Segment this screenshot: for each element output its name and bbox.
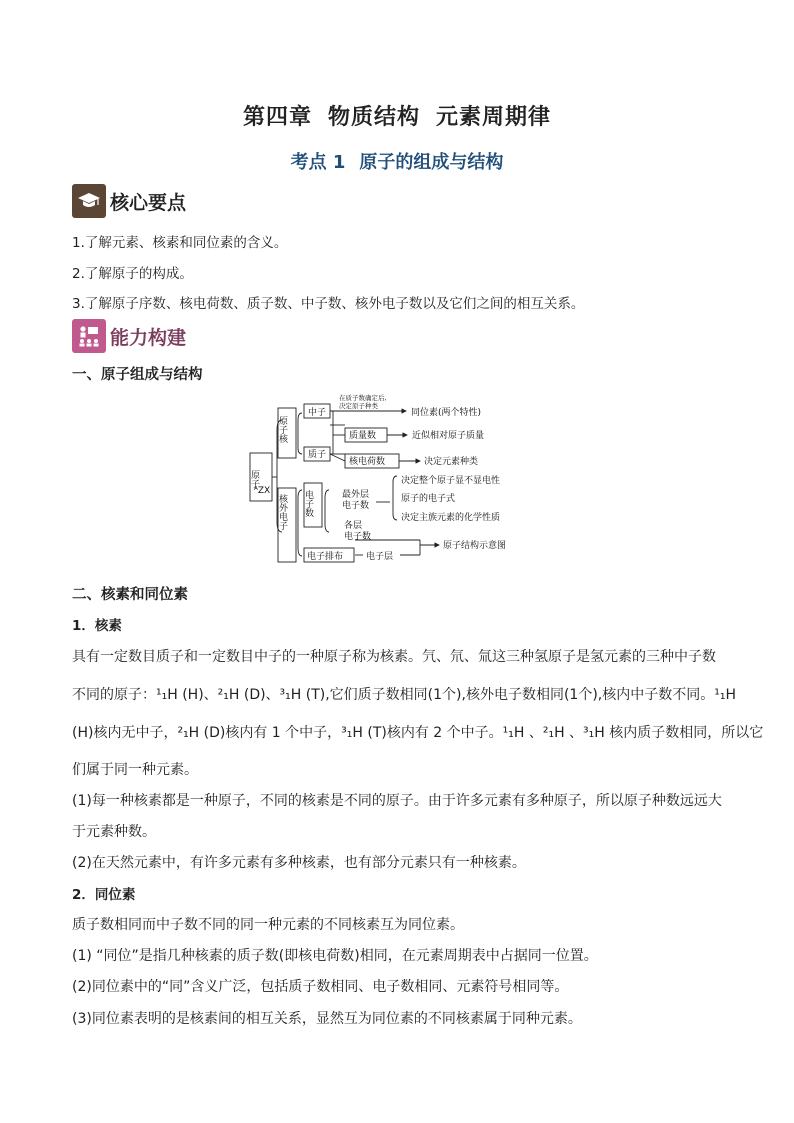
chapter-label: 第四章 <box>242 105 312 130</box>
diagram-isotope: 同位素(两个特性) <box>411 408 482 418</box>
page-title <box>0 100 794 131</box>
point-title <box>0 148 794 174</box>
atom-structure-diagram <box>245 390 545 565</box>
isotope-line: (2)同位素中的“同”含义广泛，包括质子数相同、电子数相同、元素符号相同等。 <box>72 979 569 995</box>
diagram-electron-count: 电子数 <box>303 490 313 517</box>
ability-banner <box>72 319 186 353</box>
nuclide-note-line: (1)每一种核素都是一种原子，不同的核素是不同的原子。由于许多元素有多种原子，所以原子种数远远大 <box>72 793 722 809</box>
nuclide-note-line: (2)在天然元素中，有许多元素有多种核素，也有部分元素只有一种核素。 <box>72 855 526 871</box>
section-1-heading: 一、原子组成与结构 <box>72 367 203 383</box>
diagram-outermost-1: 最外层 <box>342 490 370 500</box>
isotope-heading: 2．同位素 <box>72 887 136 903</box>
ability-title: 能力构建 <box>110 326 187 349</box>
diagram-outer-effect-2: 原子的电子式 <box>401 494 456 504</box>
nuclide-note-line: 于元素种数。 <box>72 824 156 840</box>
graduation-cap-icon <box>72 184 106 218</box>
presentation-people-icon <box>72 319 106 353</box>
diagram-outer-effect-3: 决定主族元素的化学性质 <box>401 513 501 523</box>
point-name: 原子的组成与结构 <box>359 152 504 173</box>
diagram-neutron-note-1: 在质子数确定后, <box>339 394 387 402</box>
diagram-atom: 原子 <box>249 470 259 488</box>
point-label: 考点 1 <box>290 152 346 173</box>
diagram-nuclear-charge: 核电荷数 <box>349 457 386 467</box>
diagram-extranuclear-electrons: 核外电子 <box>277 494 287 530</box>
chapter-topic-b: 元素周期律 <box>436 105 552 130</box>
diagram-proton: 质子 <box>308 450 327 460</box>
diagram-each-layer-1: 各层 <box>344 521 363 531</box>
nuclide-paragraph-line: 不同的原子：¹₁H (H)、²₁H (D)、³₁H (T),它们质子数相同(1个),核外电子数相同(1个),核内中子数不同。¹₁H <box>72 687 736 703</box>
isotope-line: (1) “同位”是指几种核素的质子数(即核电荷数)相同，在元素周期表中占据同一位置。 <box>72 948 598 964</box>
diagram-outermost-2: 电子数 <box>342 501 370 511</box>
chapter-topic-a: 物质结构 <box>327 105 420 130</box>
diagram-approx-mass: 近似相对原子质量 <box>412 431 485 441</box>
diagram-element-kind: 决定元素种类 <box>424 457 479 467</box>
key-point-item: 3.了解原子序数、核电荷数、质子数、中子数、核外电子数以及它们之间的相互关系。 <box>72 296 585 312</box>
nuclide-paragraph-line: 们属于同一种元素。 <box>72 762 198 778</box>
diagram-electron-shell: 电子层 <box>366 552 394 562</box>
diagram-mass-number: 质量数 <box>349 431 377 441</box>
diagram-nucleus: 原子核 <box>277 416 287 443</box>
key-point-item: 2.了解原子的构成。 <box>72 266 193 282</box>
diagram-neutron-note-2: 决定原子种类 <box>339 402 378 410</box>
diagram-structure-diagram: 原子结构示意图 <box>443 541 507 551</box>
isotope-line: 质子数相同而中子数不同的同一种元素的不同核素互为同位素。 <box>72 917 464 933</box>
diagram-outer-effect-1: 决定整个原子显不显电性 <box>401 476 501 486</box>
diagram-each-layer-2: 电子数 <box>344 532 372 542</box>
nuclide-paragraph-line: 具有一定数目质子和一定数目中子的一种原子称为核素。氕、氘、氚这三种氢原子是氢元素的三种中子数 <box>72 649 716 665</box>
nuclide-heading: 1．核素 <box>72 618 122 634</box>
diagram-arrangement: 电子排布 <box>307 552 344 562</box>
key-point-item: 1.了解元素、核素和同位素的含义。 <box>72 235 288 251</box>
diagram-atom-symbol: ᴬZX <box>254 486 271 496</box>
key-points-title: 核心要点 <box>110 191 187 214</box>
diagram-neutron: 中子 <box>308 408 327 418</box>
section-2-heading: 二、核素和同位素 <box>72 587 188 603</box>
key-points-banner <box>72 184 186 218</box>
isotope-line: (3)同位素表明的是核素间的相互关系，显然互为同位素的不同核素属于同种元素。 <box>72 1011 582 1027</box>
nuclide-paragraph-line: (H)核内无中子，²₁H (D)核内有 1 个中子，³₁H (T)核内有 2 个中子。¹₁H 、²₁H 、³₁H 核内质子数相同，所以它 <box>72 725 764 741</box>
